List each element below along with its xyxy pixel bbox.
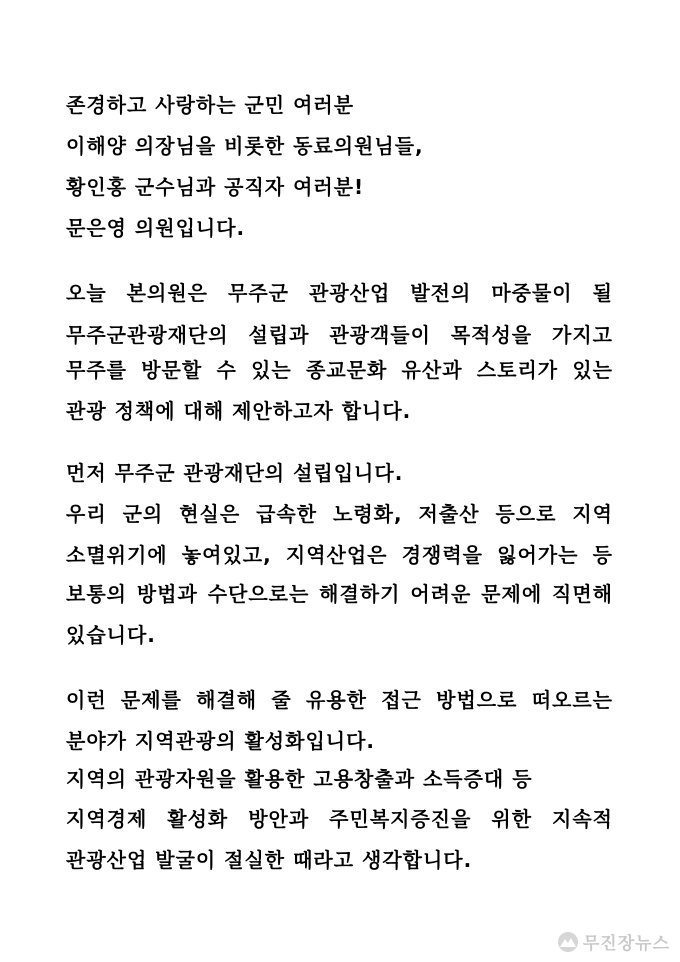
text-line: 존경하고 사랑하는 군민 여러분 xyxy=(66,93,355,117)
text-line: 있습니다. xyxy=(66,623,156,647)
text-line: 황인홍 군수님과 공직자 여러분! xyxy=(66,175,365,199)
text-line: 분야가 지역관광의 활성화입니다. xyxy=(66,729,376,753)
text-line: 무주군관광재단의 설립과 관광객들이 목적성을 가지고 xyxy=(66,323,613,347)
text-line: 먼저 무주군 관광재단의 설립입니다. xyxy=(66,461,404,485)
text-line: 관광산업 발굴이 절실한 때라고 생각합니다. xyxy=(66,848,473,872)
text-line: 지역경제 활성화 방안과 주민복지증진을 위한 지속적 xyxy=(66,807,613,831)
text-line: 무주를 방문할 수 있는 종교문화 유산과 스토리가 있는 xyxy=(66,358,613,382)
mountain-logo-icon xyxy=(557,931,579,953)
text-line: 지역의 관광자원을 활용한 고용창출과 소득증대 등 xyxy=(66,767,533,791)
text-line: 문은영 의원입니다. xyxy=(66,216,246,240)
text-line: 이런 문제를 해결해 줄 유용한 접근 방법으로 떠오르는 xyxy=(66,688,613,712)
text-line: 보통의 방법과 수단으로는 해결하기 어려운 문제에 직면해 xyxy=(66,582,613,606)
watermark xyxy=(557,929,670,954)
text-line: 우리 군의 현실은 급속한 노령화, 저출산 등으로 지역 xyxy=(66,502,613,526)
text-line: 관광 정책에 대해 제안하고자 합니다. xyxy=(66,399,412,423)
text-line: 소멸위기에 놓여있고, 지역산업은 경쟁력을 잃어가는 등 xyxy=(66,543,613,567)
text-line: 이해양 의장님을 비롯한 동료의원님들, xyxy=(66,134,424,158)
text-line: 오늘 본의원은 무주군 관광산업 발전의 마중물이 될 xyxy=(66,281,613,305)
watermark-text: 무진장뉴스 xyxy=(582,934,670,954)
